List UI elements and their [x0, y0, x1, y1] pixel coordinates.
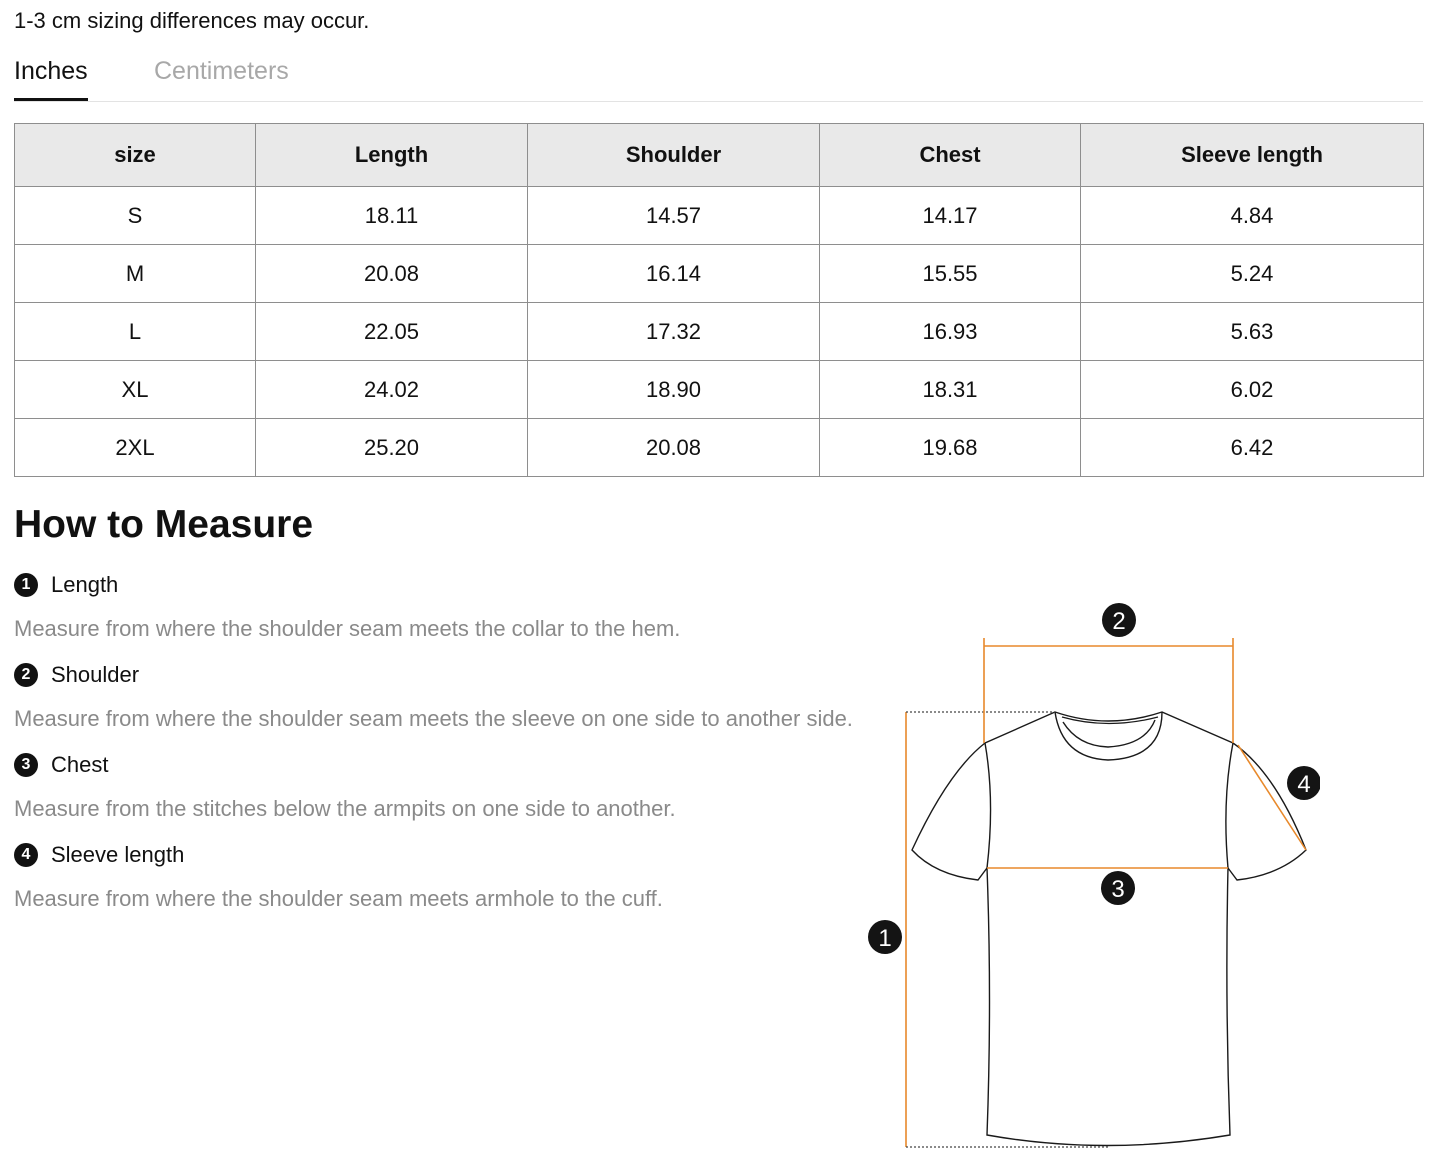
step-title: Chest	[51, 752, 109, 777]
tshirt-diagram-svg	[860, 595, 1320, 1165]
cell-length: 18.11	[256, 187, 528, 245]
step-chest	[14, 750, 894, 823]
cell-size: XL	[15, 361, 256, 419]
cell-shoulder: 17.32	[528, 303, 820, 361]
cell-chest: 14.17	[820, 187, 1081, 245]
cell-chest: 18.31	[820, 361, 1081, 419]
table-header-row	[15, 124, 1424, 187]
svg-text:3: 3	[1111, 876, 1125, 903]
header-size: size	[15, 124, 256, 187]
cell-shoulder: 14.57	[528, 187, 820, 245]
size-table	[14, 123, 1424, 477]
cell-shoulder: 20.08	[528, 419, 820, 477]
marker-2-icon	[1102, 603, 1136, 637]
cell-shoulder: 18.90	[528, 361, 820, 419]
cell-chest: 15.55	[820, 245, 1081, 303]
how-to-measure-title: How to Measure	[14, 503, 314, 546]
step-title: Length	[51, 572, 119, 597]
step-title: Shoulder	[51, 662, 140, 687]
header-sleeve-length: Sleeve length	[1081, 124, 1424, 187]
svg-text:1: 1	[878, 925, 892, 952]
unit-tabs	[14, 54, 1423, 102]
tshirt-outline-icon	[912, 712, 1306, 1146]
table-row	[15, 303, 1424, 361]
marker-4-icon	[1287, 766, 1320, 800]
cell-length: 25.20	[256, 419, 528, 477]
step-shoulder	[14, 660, 894, 733]
step-number-2-icon: 2	[14, 663, 38, 687]
header-shoulder: Shoulder	[528, 124, 820, 187]
step-description: Measure from where the shoulder seam meets armhole to the cuff.	[14, 886, 663, 911]
cell-sleeve-length: 5.63	[1081, 303, 1424, 361]
tshirt-measure-diagram	[860, 595, 1311, 1165]
cell-length: 20.08	[256, 245, 528, 303]
table-row	[15, 245, 1424, 303]
cell-sleeve-length: 5.24	[1081, 245, 1424, 303]
marker-1-icon	[868, 920, 902, 954]
step-description: Measure from where the shoulder seam meets the sleeve on one side to another side.	[14, 706, 853, 731]
marker-3-icon	[1101, 871, 1135, 905]
table-row	[15, 419, 1424, 477]
step-description: Measure from the stitches below the armpits on one side to another.	[14, 796, 676, 821]
svg-text:4: 4	[1297, 771, 1311, 798]
step-length	[14, 570, 894, 643]
step-number-3-icon: 3	[14, 753, 38, 777]
cell-sleeve-length: 6.02	[1081, 361, 1424, 419]
cell-sleeve-length: 6.42	[1081, 419, 1424, 477]
cell-size: M	[15, 245, 256, 303]
cell-sleeve-length: 4.84	[1081, 187, 1424, 245]
cell-shoulder: 16.14	[528, 245, 820, 303]
cell-length: 24.02	[256, 361, 528, 419]
step-title: Sleeve length	[51, 842, 185, 867]
table-row	[15, 187, 1424, 245]
cell-size: L	[15, 303, 256, 361]
cell-size: S	[15, 187, 256, 245]
tab-centimeters[interactable]: Centimeters	[154, 57, 289, 85]
step-number-1-icon: 1	[14, 573, 38, 597]
step-description: Measure from where the shoulder seam meets the collar to the hem.	[14, 616, 681, 641]
tab-inches[interactable]: Inches	[14, 56, 88, 101]
cell-size: 2XL	[15, 419, 256, 477]
cell-chest: 19.68	[820, 419, 1081, 477]
cell-chest: 16.93	[820, 303, 1081, 361]
header-length: Length	[256, 124, 528, 187]
step-sleeve-length	[14, 840, 894, 913]
sizing-note: 1-3 cm sizing differences may occur.	[14, 8, 370, 33]
cell-length: 22.05	[256, 303, 528, 361]
table-row	[15, 361, 1424, 419]
measure-steps	[14, 570, 894, 930]
header-chest: Chest	[820, 124, 1081, 187]
step-number-4-icon: 4	[14, 843, 38, 867]
svg-text:2: 2	[1112, 608, 1126, 635]
